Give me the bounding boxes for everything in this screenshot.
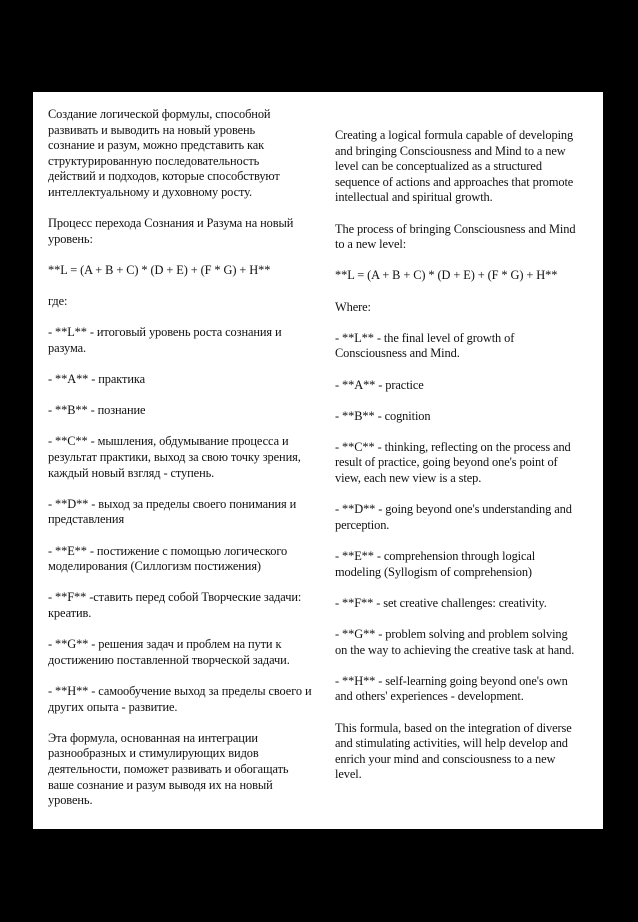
definition-f: - **F** - set creative challenges: creativity.: [335, 595, 547, 610]
definition-c: - **C** - thinking, reflecting on the process and result of practice, going beyond one's point of view, each new view is a step.: [335, 439, 571, 486]
where-label: где:: [48, 294, 68, 309]
definition-b: - **B** - познание: [48, 403, 146, 418]
intro-paragraph: Создание логической формулы, способной развивать и выводить на новый уровень сознание и разум, можно представить как структурированную последовательность действий и подходов, которые способствуют интеллектуальному и духовному росту.: [48, 107, 280, 199]
conclusion-paragraph: This formula, based on the integration of diverse and stimulating activities, will help develop and enrich your mind and consciousness to a new level.: [335, 720, 572, 782]
definition-h: - **H** - self-learning going beyond one's own and others' experiences - development.: [335, 673, 568, 704]
definition-l: - **L** - итоговый уровень роста сознания и разума.: [48, 325, 282, 355]
intro-paragraph: Creating a logical formula capable of developing and bringing Consciousness and Mind to a new level can be conceptualized as a structured sequence of actions and approaches that promote intellectual and spiritual growth.: [335, 128, 574, 205]
definition-e: - **E** - comprehension through logical modeling (Syllogism of comprehension): [335, 549, 536, 579]
definition-c: - **C** - мышления, обдумывание процесса и результат практики, выход за свою точку зрения, каждый новый взгляд - ступень.: [48, 434, 301, 480]
process-heading: The process of bringing Consciousness and Mind to a new level:: [335, 221, 576, 252]
definition-d: - **D** - выход за пределы своего понимания и представления: [48, 496, 297, 527]
definition-e: - **E** - постижение с помощью логического моделирования (Силлогизм постижения): [48, 543, 288, 574]
russian-text-column: [48, 107, 330, 824]
formula: **L = (A + B + C) * (D + E) + (F * G) + H**: [335, 268, 558, 283]
english-text-column: [335, 128, 597, 799]
formula: **L = (A + B + C) * (D + E) + (F * G) + H**: [48, 262, 271, 277]
definition-h: - **H** - самообучение выход за пределы своего и других опыта - развитие.: [48, 683, 312, 714]
document-page: [33, 92, 603, 829]
definition-g: - **G** - решения задач и проблем на пути к достижению поставленной творческой задачи.: [48, 637, 290, 667]
where-label: Where:: [335, 299, 371, 314]
definition-g: - **G** - problem solving and problem solving on the way to achieving the creative task at hand.: [335, 627, 575, 657]
definition-b: - **B** - cognition: [335, 408, 431, 423]
conclusion-paragraph: Эта формула, основанная на интеграции разнообразных и стимулирующих видов деятельности, поможет развивать и обогащать ваше сознание и разум выводя их на новый уровень.: [48, 730, 289, 808]
definition-a: - **A** - практика: [48, 372, 146, 387]
process-heading: Процесс перехода Сознания и Разума на новый уровень:: [48, 216, 294, 246]
definition-d: - **D** - going beyond one's understanding and perception.: [335, 502, 572, 532]
definition-l: - **L** - the final level of growth of Consciousness and Mind.: [335, 330, 515, 361]
definition-a: - **A** - practice: [335, 377, 424, 392]
definition-f: - **F** -ставить перед собой Творческие задачи: креатив.: [48, 590, 302, 620]
